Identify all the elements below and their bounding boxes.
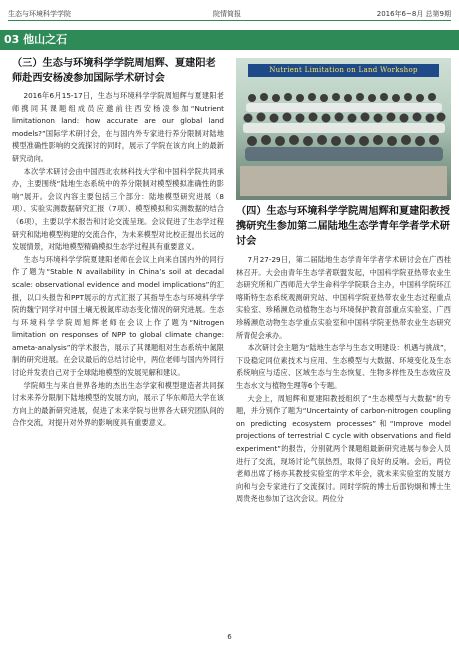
article3-paragraph: 2016年6月15-17日，生态与环境科学学院周旭辉与夏建阳老师携同其课题组成员应邀前往西安杨凌参加“Nutrient limitationon land: how accurate are our global land models?”国际学术研讨会，在与国内外专家进行养分限制对陆地模型准确性影响的交流探讨的同时，展示了学院在该方向上的最新研究动向。 [12,91,224,163]
header-bulletin-name: 院情简报 [213,10,241,18]
page-number: 6 [227,633,232,641]
header-school-name: 生态与环境科学学院 [8,10,71,18]
article4-column [236,204,451,506]
header-issue-info: 2016年6~8月 总第9期 [376,10,451,18]
section-title: 03 他山之石 [4,33,68,46]
workshop-group-photo [236,58,451,200]
article4-title: （四）生态与环境科学学院周旭辉和夏建阳教授携研究生参加第二届陆地生态学青年学者学术研讨会 [236,206,450,247]
article3-paragraph: 学院师生与来自世界各地的杰出生态学家和模型建造者共同探讨未来养分限制下陆地模型的发展方向，展示了华东师范大学在该方向上的最新研究进展，促进了未来学院与世界各大研究团队间的合作交流，对提升对外界的影响度具有重要意义。 [12,380,224,428]
article3-paragraph: 生态与环境科学学院夏建阳老师在会议上向来自国内外的同行作了题为“Stable N availability in China’s soil at decadal scale: observational evidence and model implications”的汇报，以口头报告和PPT展示的方式汇报了其指导生态与环境科学学院的魏宁同学对中国土壤无极氮库动态变化情况的研究进展。生态与环境科学学院周旭辉老师在会议上作了题为“Nitrogen limitation on responses of NPP to global climate change: ameta-analysis”的学术报告，展示了其课题组对生态系统中氮限制的研究进展。在会议最后的总结讨论中，两位老师与国内外同行讨论并发表自己对于全球陆地模型的发展见解和建议。 [12,254,224,378]
article4-paragraph: 大会上，周旭辉和夏建阳教授组织了“生态模型与大数据”的专题，并分别作了题为“Uncertainty of carbon-nitrogen coupling on predicting ecosystem processes”和“Improve model projections of terrestrial C cycle with observations and field experiment”的报告，分别就两个课题组最新研究进展与参会人员进行了交流，现场讨论气氛热烈，取得了良好的反响。会后，两位老师出席了杨亦其教授实验室的学术年会，就未来实验室的发展方向和与会专家进行了交流探讨。同时学院的博士后邵钧炯和博士生周贵尧也参加了这次会议。两位分 [236,393,451,504]
section-bar [0,30,459,50]
article3-paragraph: 本次学术研讨会由中国西北农林科技大学和中国科学院共同承办，主要围绕“陆地生态系统中的养分限制对模型模拟准确性的影响”展开。会议内容主要包括三个部分：陆地模型研究进展（8项）、实验实测数据研究汇报（7项）、模型模拟和实测数据的结合（6项），主要以学术报告和讨论交流呈现。会议促进了生态学过程研究和陆地模型构建的交流合作，为未来模型对比校正提出长远的发展情景，对陆地模型精确模拟生态学过程具有重要意义。 [12,166,224,252]
group-people-illustration [240,86,447,196]
article3-title: （三）生态与环境科学学院周旭辉、夏建阳老师赴西安杨凌参加国际学术研讨会 [12,58,216,84]
article4-paragraph: 7月27-29日，第二届陆地生态学青年学者学术研讨会在广西桂林召开。大会由青年生态学者联盟发起，中国科学院亚热带农业生态研究所和广西师范大学生命科学学院联合主办，中国科学院环江喀斯特生态系统观测研究站、中国科学院亚热带农业生态过程重点实验室、珍稀濒危动植物生态与环境保护教育部重点实验室、广西珍稀濒危动物生态学重点实验室和中国科学院亚热带农业生态研究所青促会承办。 [236,255,451,340]
page-header [8,8,451,21]
workshop-banner: Nutrient Limitation on Land Workshop [248,64,439,77]
article4-paragraph: 本次研讨会主题为“陆地生态学与生态文明建设：机遇与挑战”，下设稳定同位素技术与应用、生态模型与大数据、环境变化及生态系统响应与适应、区域生态与生态恢复、生物多样性及生态效应及生态水文与植物生理等6个专题。 [236,343,451,390]
article3-column [12,56,224,430]
